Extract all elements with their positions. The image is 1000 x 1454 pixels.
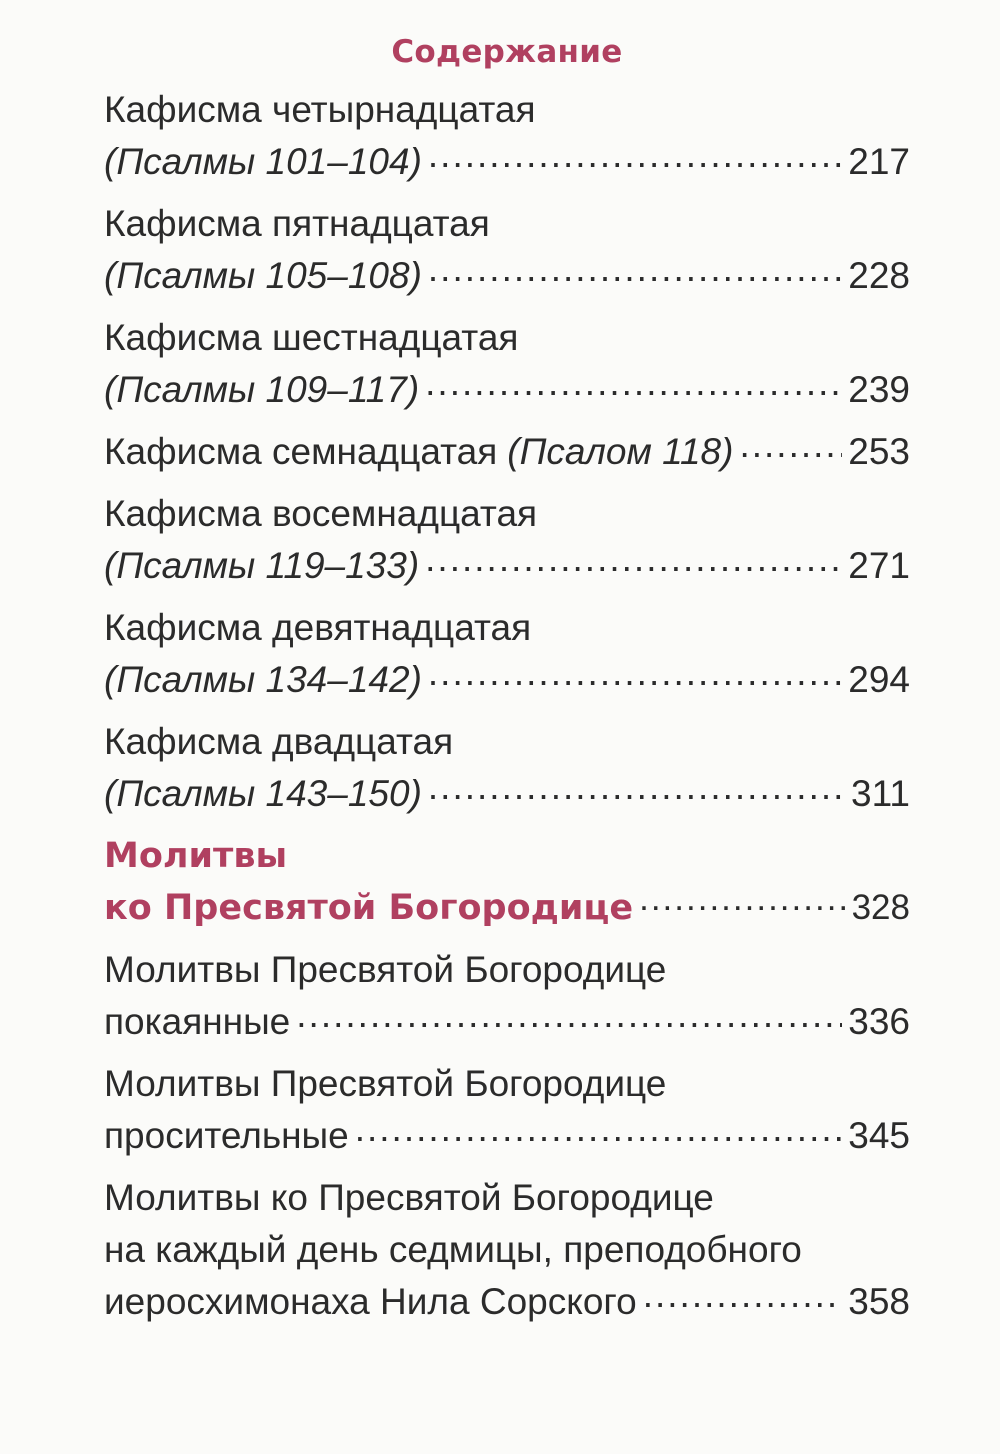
dot-leader [643, 1277, 843, 1314]
entry-title: Молитвы Пресвятой Богородице [104, 949, 667, 990]
dot-leader [428, 769, 845, 806]
entry-title: Кафисма шестнадцатая [104, 317, 519, 358]
page-number: 294 [848, 659, 910, 700]
entry-line [104, 1276, 910, 1328]
entry-line [104, 426, 910, 478]
toc-entry-kathisma-18[interactable] [104, 488, 910, 592]
entry-subtitle-2: иеросхимонаха Нила Сорского [104, 1281, 637, 1322]
toc-entry-supplicatory-prayers[interactable] [104, 1058, 910, 1162]
toc-list [104, 84, 910, 1328]
entry-psalms: (Псалмы 119–133) [104, 545, 420, 586]
section-subtitle: ко Пресвятой Богородице [104, 888, 634, 928]
entry-title: Кафисма семнадцатая [104, 431, 498, 472]
entry-title: Кафисма девятнадцатая [104, 607, 532, 648]
dot-leader [428, 655, 842, 692]
page-number: 358 [848, 1281, 910, 1322]
entry-line [104, 996, 910, 1048]
entry-psalms: (Псалмы 105–108) [104, 255, 422, 296]
page-number: 239 [848, 369, 910, 410]
entry-line [104, 136, 910, 188]
toc-entry-kathisma-14[interactable] [104, 84, 910, 188]
page-number: 311 [851, 773, 910, 814]
entry-subtitle: на каждый день седмицы, преподобного [104, 1229, 802, 1270]
page-header: Содержание [391, 34, 623, 70]
dot-leader [355, 1111, 843, 1148]
toc-entry-kathisma-17[interactable] [104, 426, 910, 478]
toc-entry-kathisma-16[interactable] [104, 312, 910, 416]
page-number: 328 [851, 888, 910, 927]
entry-title: Молитвы Пресвятой Богородице [104, 1063, 667, 1104]
dot-leader [428, 251, 842, 288]
dot-leader [296, 997, 842, 1034]
entry-line [104, 654, 910, 706]
entry-line [104, 1110, 910, 1162]
page-number: 345 [848, 1115, 910, 1156]
entry-subtitle: покаянные [104, 1001, 291, 1042]
dot-leader [639, 884, 845, 919]
toc-entry-daily-prayers[interactable] [104, 1172, 910, 1328]
page-number: 217 [848, 141, 910, 182]
entry-line [104, 882, 910, 934]
page-number: 253 [848, 431, 910, 472]
entry-psalms: (Псалмы 143–150) [104, 773, 422, 814]
entry-title: Кафисма восемнадцатая [104, 493, 538, 534]
toc-section-prayers[interactable] [104, 830, 910, 934]
entry-line [104, 364, 910, 416]
entry-subtitle: просительные [104, 1115, 349, 1156]
dot-leader [428, 137, 842, 174]
toc-entry-kathisma-15[interactable] [104, 198, 910, 302]
page-number: 271 [848, 545, 910, 586]
entry-title: Молитвы ко Пресвятой Богородице [104, 1177, 714, 1218]
toc-entry-kathisma-19[interactable] [104, 602, 910, 706]
entry-title: Кафисма четырнадцатая [104, 89, 536, 130]
section-title: Молитвы [104, 836, 288, 876]
entry-title: Кафисма пятнадцатая [104, 203, 490, 244]
dot-leader [739, 427, 842, 464]
dot-leader [425, 365, 842, 402]
page-number: 336 [848, 1001, 910, 1042]
entry-psalms: (Псалом 118) [507, 431, 734, 472]
entry-psalms: (Псалмы 109–117) [104, 369, 420, 410]
entry-line [104, 768, 910, 820]
page-number: 228 [848, 255, 910, 296]
entry-psalms: (Псалмы 134–142) [104, 659, 422, 700]
toc-entry-kathisma-20[interactable] [104, 716, 910, 820]
entry-line [104, 250, 910, 302]
dot-leader [425, 541, 842, 578]
entry-line [104, 540, 910, 592]
toc-entry-penitential-prayers[interactable] [104, 944, 910, 1048]
entry-psalms: (Псалмы 101–104) [104, 141, 422, 182]
entry-title: Кафисма двадцатая [104, 721, 454, 762]
